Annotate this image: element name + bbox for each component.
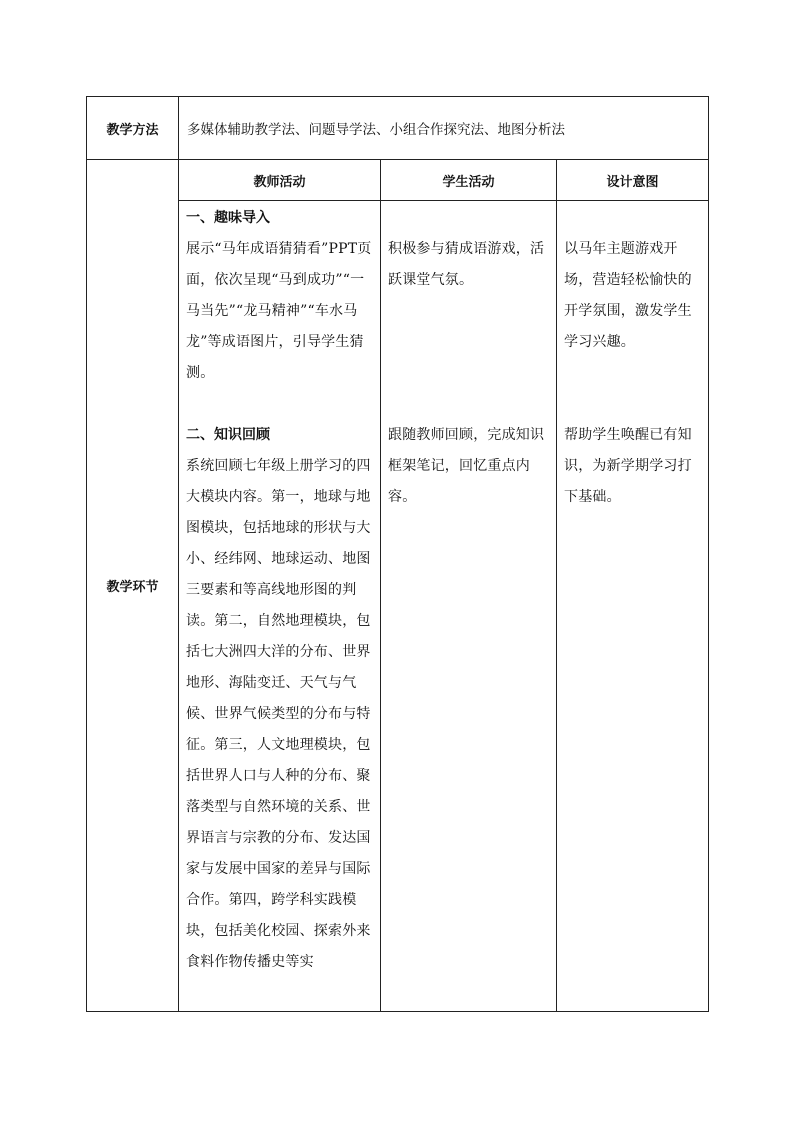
design-intent-intro: 以马年主题游戏开场，营造轻松愉快的开学氛围，激发学生学习兴趣。	[564, 241, 692, 350]
spacer	[388, 203, 550, 234]
student-activity-review: 跟随教师回顾，完成知识框架笔记，回忆重点内容。	[388, 427, 545, 505]
teacher-activity-cell	[179, 201, 381, 1012]
lesson-plan-table	[86, 96, 709, 1012]
student-column-header: 学生活动	[381, 160, 557, 201]
spacer	[186, 389, 374, 420]
teacher-activity-intro: 展示“马年成语猜猜看”PPT页面，依次呈现“马到成功”“一马当先”“龙马精神”“车水马龙”等成语图片，引导学生猜测。	[186, 241, 372, 381]
column-header-row	[87, 160, 709, 201]
section-title-review: 二、知识回顾	[186, 427, 270, 443]
method-content: 多媒体辅助教学法、问题导学法、小组合作探究法、地图分析法	[179, 97, 709, 160]
method-row	[87, 97, 709, 160]
design-intent-cell	[557, 201, 709, 1012]
teacher-column-header: 教师活动	[179, 160, 381, 201]
teacher-activity-review: 系统回顾七年级上册学习的四大模块内容。第一，地球与地图模块，包括地球的形状与大小、经纬网、地球运动、地图三要素和等高线地形图的判读。第二，自然地理模块，包括七大洲四大洋的分布、世界地形、海陆变迁、天气与气候、世界气候类型的分布与特征。第三，人文地理模块，包括世界人口与人种的分布、聚落类型与自然环境的关系、世界语言与宗教的分布、发达国家与发展中国家的差异与国际合作。第四，跨学科实践模块，包括美化校园、探索外来食料作物传播史等实	[186, 458, 371, 970]
student-activity-cell	[381, 201, 557, 1012]
intent-column-header: 设计意图	[557, 160, 709, 201]
student-activity-intro: 积极参与猜成语游戏，活跃课堂气氛。	[388, 241, 545, 288]
section-title-intro: 一、趣味导入	[186, 210, 270, 226]
content-row	[87, 201, 709, 1012]
process-label: 教学环节	[87, 160, 179, 1012]
design-intent-review: 帮助学生唤醒已有知识，为新学期学习打下基础。	[564, 427, 692, 505]
spacer	[564, 203, 702, 234]
method-label: 教学方法	[87, 97, 179, 160]
